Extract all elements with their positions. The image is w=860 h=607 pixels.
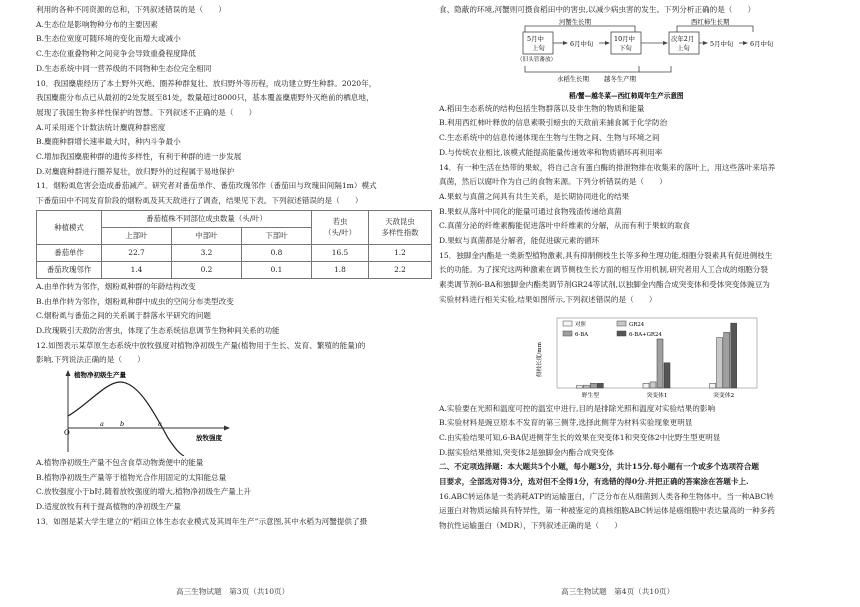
arrow-head (605, 41, 610, 45)
bar (643, 383, 649, 388)
box3-bot: 下旬 (619, 43, 632, 52)
category-label: 突变体1 (646, 392, 668, 399)
q13-option-a: A.稻田生态系统的结构包括生物群落以及非生物的物质和能量 (439, 103, 645, 113)
q13-figure (439, 18, 844, 102)
q14-line: 14．有一种生活在热带的果蚁，将自己含有蛋白酶的排泄物排在收集来的落叶上，用这些落叶来培养 (439, 162, 776, 172)
bar (710, 383, 716, 388)
q13-option-b: B.利用西红柿叶释放的信息素吸引螃虫的天敌前来捕食属于化学防治 (439, 118, 668, 128)
q10-line: 10．我国麋鹿经历了本土野外灭绝、圈养种群复壮、放归野外等历程，成功建立野生种群。2020年， (36, 78, 377, 88)
table-header-lower: 下部叶 (241, 227, 311, 244)
q13-diagram (439, 18, 844, 102)
q11-line: 下番茄田中不同发育阶段的烟粉虱及其天敌进行了调查，结果见下表。下列叙述错误的是（ ） (36, 196, 363, 206)
left-column (36, 0, 441, 607)
table-cell: 番茄单作 (37, 244, 102, 261)
q15-bar-chart (531, 308, 791, 402)
legend-swatch (617, 321, 626, 326)
category-label: 野生型 (581, 392, 600, 399)
q13-cont: 食、隐蔽的环境,河蟹则可摄食稻田中的害虫,以减少病虫害的发生。下列分析正确的是（ ） (439, 5, 756, 14)
fig13-caption: 稻/蟹—越冬菜—西红柿周年生产示意图 (569, 91, 684, 100)
section-2-heading (439, 460, 844, 489)
section-2-line: 二、不定项选择题：本大题共5个小题，每小题3分，共计15分.每小题有一个或多个选项符合题 (439, 462, 759, 472)
tomato-bracket (677, 26, 753, 32)
q16-line: 运蛋白对物质运输具有特异性，第一种被鉴定的真核细胞ABC转运体是癌细胞中表达量高的一种多药 (439, 506, 775, 516)
table-cell: 番茄玫瑰邻作 (37, 261, 102, 278)
legend-label: 6-BA+GR24 (629, 331, 662, 338)
bar (576, 385, 582, 387)
bar (717, 337, 723, 387)
q16-line: 物抗性运输蛋白（MDR），下列叙述正确的是（ ） (439, 521, 622, 531)
q14-option-a: A.果蚁与真菌之间具有共生关系，是长期协同进化的结果 (439, 191, 630, 201)
box5: 5月中旬 (710, 39, 734, 48)
q13-options (439, 102, 844, 161)
legend-label: 对照 (575, 321, 586, 328)
bar (724, 332, 730, 388)
q15-option-a: A.实验要在光照和温度可控的温室中进行,目的是排除光照和温度对实验结果的影响 (439, 403, 716, 413)
table-cell: 0.8 (241, 244, 311, 261)
box4-bot: 上旬 (677, 43, 690, 52)
q15-option-c: C.由实验结果可知,6-BA促进侧芽生长的效果在突变体1和突变体2中比野生型更明显 (439, 432, 721, 442)
enemy-label-2: 多样性指数 (381, 228, 419, 238)
tomato-period-label: 西红柿生长期 (691, 17, 730, 26)
legend-label: 6-BA (575, 331, 589, 338)
larva-label: 若虫 (332, 217, 348, 227)
table-cell: 0.1 (241, 261, 311, 278)
page-footer-right: 高三生物试题 第4页（共10页） (561, 587, 675, 596)
bar (657, 339, 663, 388)
q12-graph (46, 368, 286, 456)
y-axis-label: 植物净初级生产量 (74, 371, 126, 380)
table-cell: 16.5 (312, 244, 369, 261)
q13-option-c: C.生态系统中的信息传递体现在生物与生物之间、生物与环境之间 (439, 133, 660, 143)
q10-line: 我国麋鹿分布点已从最初的2处发展至81处，数量超过8000只，基本覆盖麋鹿野外灭绝前的栖息地， (36, 93, 374, 103)
legend-swatch (563, 321, 572, 326)
q12-option-c: C.放牧强度小于b时,随着放牧强度的增大,植物净初级生产量上升 (36, 487, 252, 497)
q15-line: 实验材料进行相关实验,结果如图所示,下列叙述错误的是（ ） (439, 294, 657, 304)
q10-option-d: D.对麋鹿种群进行圈养复壮，放归野外的过程属于易地保护 (36, 166, 235, 176)
box2: 6月中旬 (570, 39, 594, 48)
q12-option-d: D.适度放牧有利于提高植物的净初级生产量 (36, 502, 181, 512)
bar (731, 323, 737, 388)
arrow-head (743, 41, 748, 45)
legend-label: GR24 (629, 321, 645, 328)
legend-swatch (563, 331, 572, 336)
table-cell: 0.2 (171, 261, 241, 278)
arrow-head (563, 41, 568, 45)
q15-option-b: B.实验材料是豌豆原本不发育的第三侧芽,选择此侧芽为材料实验现象更明显 (439, 418, 693, 428)
q11-options (36, 280, 441, 339)
table-cell: 1.8 (312, 261, 369, 278)
tick-c: c (158, 420, 162, 429)
q10-stem (36, 77, 441, 121)
enemy-label: 天敌昆虫 (385, 217, 415, 227)
q15-option-d: D.据实验结果推知,突变体2是独脚金内酯合成突变体 (439, 447, 614, 457)
q14-line: 真菌，然后以腐叶作为自己的食物来源。下列分析错误的是（ ） (439, 177, 667, 187)
q9-option-c: C.生态位重叠物种之间竞争会导致重叠程度降低 (36, 49, 196, 59)
rice-period-label: 水稻生长期 (557, 74, 589, 83)
box1-note: （旧头管蕃放） (517, 56, 557, 63)
crab-period-label: 河蟹生长期 (559, 17, 591, 26)
table-cell: 2.2 (369, 261, 432, 278)
q15-stem (439, 249, 844, 308)
q12-option-b: B.植物净初级生产量等于植物光合作用固定的太阳能总量 (36, 472, 227, 482)
q14-stem (439, 161, 844, 190)
page-footer-left: 高三生物试题 第3页（共10页） (176, 587, 290, 596)
q9-option-a: A.生态位是影响物种分布的主要因素 (36, 19, 158, 29)
winter-period-label: 越冬生产期 (604, 74, 636, 83)
q16-line: 16.ABC转运体是一类消耗ATP的运输蛋白，广泛分布在从细菌到人类各种生物体中。当一种ABC转 (439, 491, 774, 501)
arrow-head (703, 41, 708, 45)
q12-options (36, 456, 441, 515)
q12-stem (36, 339, 441, 368)
q11-option-d: D.玫瑰吸引天敌防治害虫，体现了生态系统信息调节生物种间关系的功能 (36, 325, 280, 335)
q10-options (36, 121, 441, 180)
q11-option-b: B.由单作转为邻作，烟粉虱种群中成虫的空间分布类型改变 (36, 296, 234, 306)
larva-unit: （头/叶） (323, 228, 357, 238)
q11-stem (36, 179, 441, 208)
q12-line: 12.如图表示某草原生态系统中放牧强度对植物净初级生产量(植物用于生长、发育、繁殖的能量)的 (36, 340, 366, 350)
q15-line: 素类调节剂6-BA和独脚金内酯类调节剂GR24等试剂,以独脚金内酯合成突变体和受体突变体豌豆为 (439, 280, 770, 290)
x-axis-label: 放牧强度 (196, 434, 222, 443)
table-cell: 3.2 (171, 244, 241, 261)
table-header-larva (312, 210, 369, 244)
bar (597, 383, 603, 388)
category-label: 突变体2 (713, 392, 735, 399)
table-header-upper: 上部叶 (102, 227, 172, 244)
legend-swatch (617, 331, 626, 336)
q12-option-a: A.植物净初级生产量不包含食草动物粪便中的能量 (36, 458, 204, 468)
tick-b: b (120, 420, 125, 429)
q14-option-c: C.真菌分泌的纤维素酶能促进落叶中纤维素的分解，从而有利于果蚁的取食 (439, 221, 690, 231)
table-cell: 1.2 (369, 244, 432, 261)
origin-label: O (64, 429, 70, 438)
q9-tail: 利用的各种不同资源的总和，下列叙述错误的是（ ） (36, 5, 226, 14)
table-header-adult: 番茄植株不同部位成虫数量（头/叶） (102, 210, 312, 227)
q15-line: 长的功能。为了探究这两种激素在调节侧枝生长方面的相互作用机制,研究者用人工合成的细胞分裂 (439, 265, 768, 275)
q10-option-c: C.增加我国麋鹿种群的遗传多样性，有利于种群的进一步发展 (36, 152, 242, 162)
q10-option-b: B.麋鹿种群增长速率最大时，种内斗争最小 (36, 137, 181, 147)
box1-mid: 上旬 (532, 43, 545, 52)
box3-top: 10月中 (614, 34, 635, 43)
q13-option-d: D.与传统农业相比,该模式能提高能量传递效率和物质循环再利用率 (439, 147, 663, 157)
q13-line: 13．如图是某大学生建立的“稻田立体生态农业模式及其周年生产”示意图,其中水稻为河蟹提供了摄 (36, 516, 368, 526)
production-curve (68, 382, 184, 456)
table-header-mode: 种植模式 (37, 210, 102, 244)
q14-option-b: B.果蚁从落叶中同化的能量可通过食物残渣传递给真菌 (439, 206, 622, 216)
q12-line: 影响,下列说法正确的是（ ） (36, 355, 145, 365)
q15-line: 15．独脚金内酯是一类新型植物激素,具有抑制侧枝生长等多种生理功能,细胞分裂素具有促进侧枝生 (439, 250, 773, 260)
q11-table (36, 210, 432, 279)
x-axis-arrow (224, 426, 230, 431)
box1-top: 5月中 (527, 34, 544, 43)
q14-options (439, 190, 844, 249)
table-row (37, 261, 432, 278)
q12-figure (36, 368, 441, 456)
rice-bracket (525, 66, 639, 72)
q10-line: 展现了我国生物多样性保护的智慧。下列叙述不正确的是（ ） (36, 107, 257, 117)
right-column (439, 0, 844, 607)
table-header-enemy (369, 210, 432, 244)
box4-top: 次年2月 (671, 34, 695, 43)
section-2-line: 目要求，全部选对得3分，选对但不全得1分，有选错的得0分.并把正确的答案涂在答题卡上. (439, 477, 749, 487)
q15-figure (439, 308, 844, 402)
table-header-middle: 中部叶 (171, 227, 241, 244)
y-axis-label: 侧枝长度/mm (537, 341, 543, 377)
q16-stem (439, 490, 844, 534)
bar (664, 362, 670, 387)
q9-option-b: B.生态位宽度可随环境的变化而增大或减小 (36, 34, 181, 44)
winter-bracket (639, 66, 671, 72)
bar (590, 383, 596, 388)
box6: 6月中旬 (750, 39, 774, 48)
bar (650, 381, 656, 387)
q11-option-c: C.烟粉虱与番茄之间的关系属于群落水平研究的问题 (36, 311, 212, 321)
q15-options (439, 402, 844, 461)
q14-option-d: D.果蚁与真菌都是分解者，能促进碳元素的循环 (439, 236, 600, 246)
table-cell: 22.7 (102, 244, 172, 261)
bar (583, 385, 589, 388)
table-row (37, 244, 432, 261)
q9-options (36, 18, 441, 77)
y-axis-arrow (66, 370, 71, 376)
q10-option-a: A.可采用逐个计数法统计麋鹿种群密度 (36, 122, 166, 132)
arrow-head (663, 41, 668, 45)
table-cell: 1.4 (102, 261, 172, 278)
tick-a: a (100, 420, 104, 429)
q11-option-a: A.由单作转为邻作，烟粉虱种群的年龄结构改变 (36, 281, 196, 291)
q9-option-d: D.生态系统中同一营养级的不同物种生态位完全相同 (36, 63, 212, 73)
crab-bracket (525, 26, 635, 32)
q11-line: 11．烟粉虱危害会造成番茄减产。研究者对番茄单作、番茄玫瑰邻作（番茄田与玫瑰田间隔1m）模式 (36, 181, 377, 191)
